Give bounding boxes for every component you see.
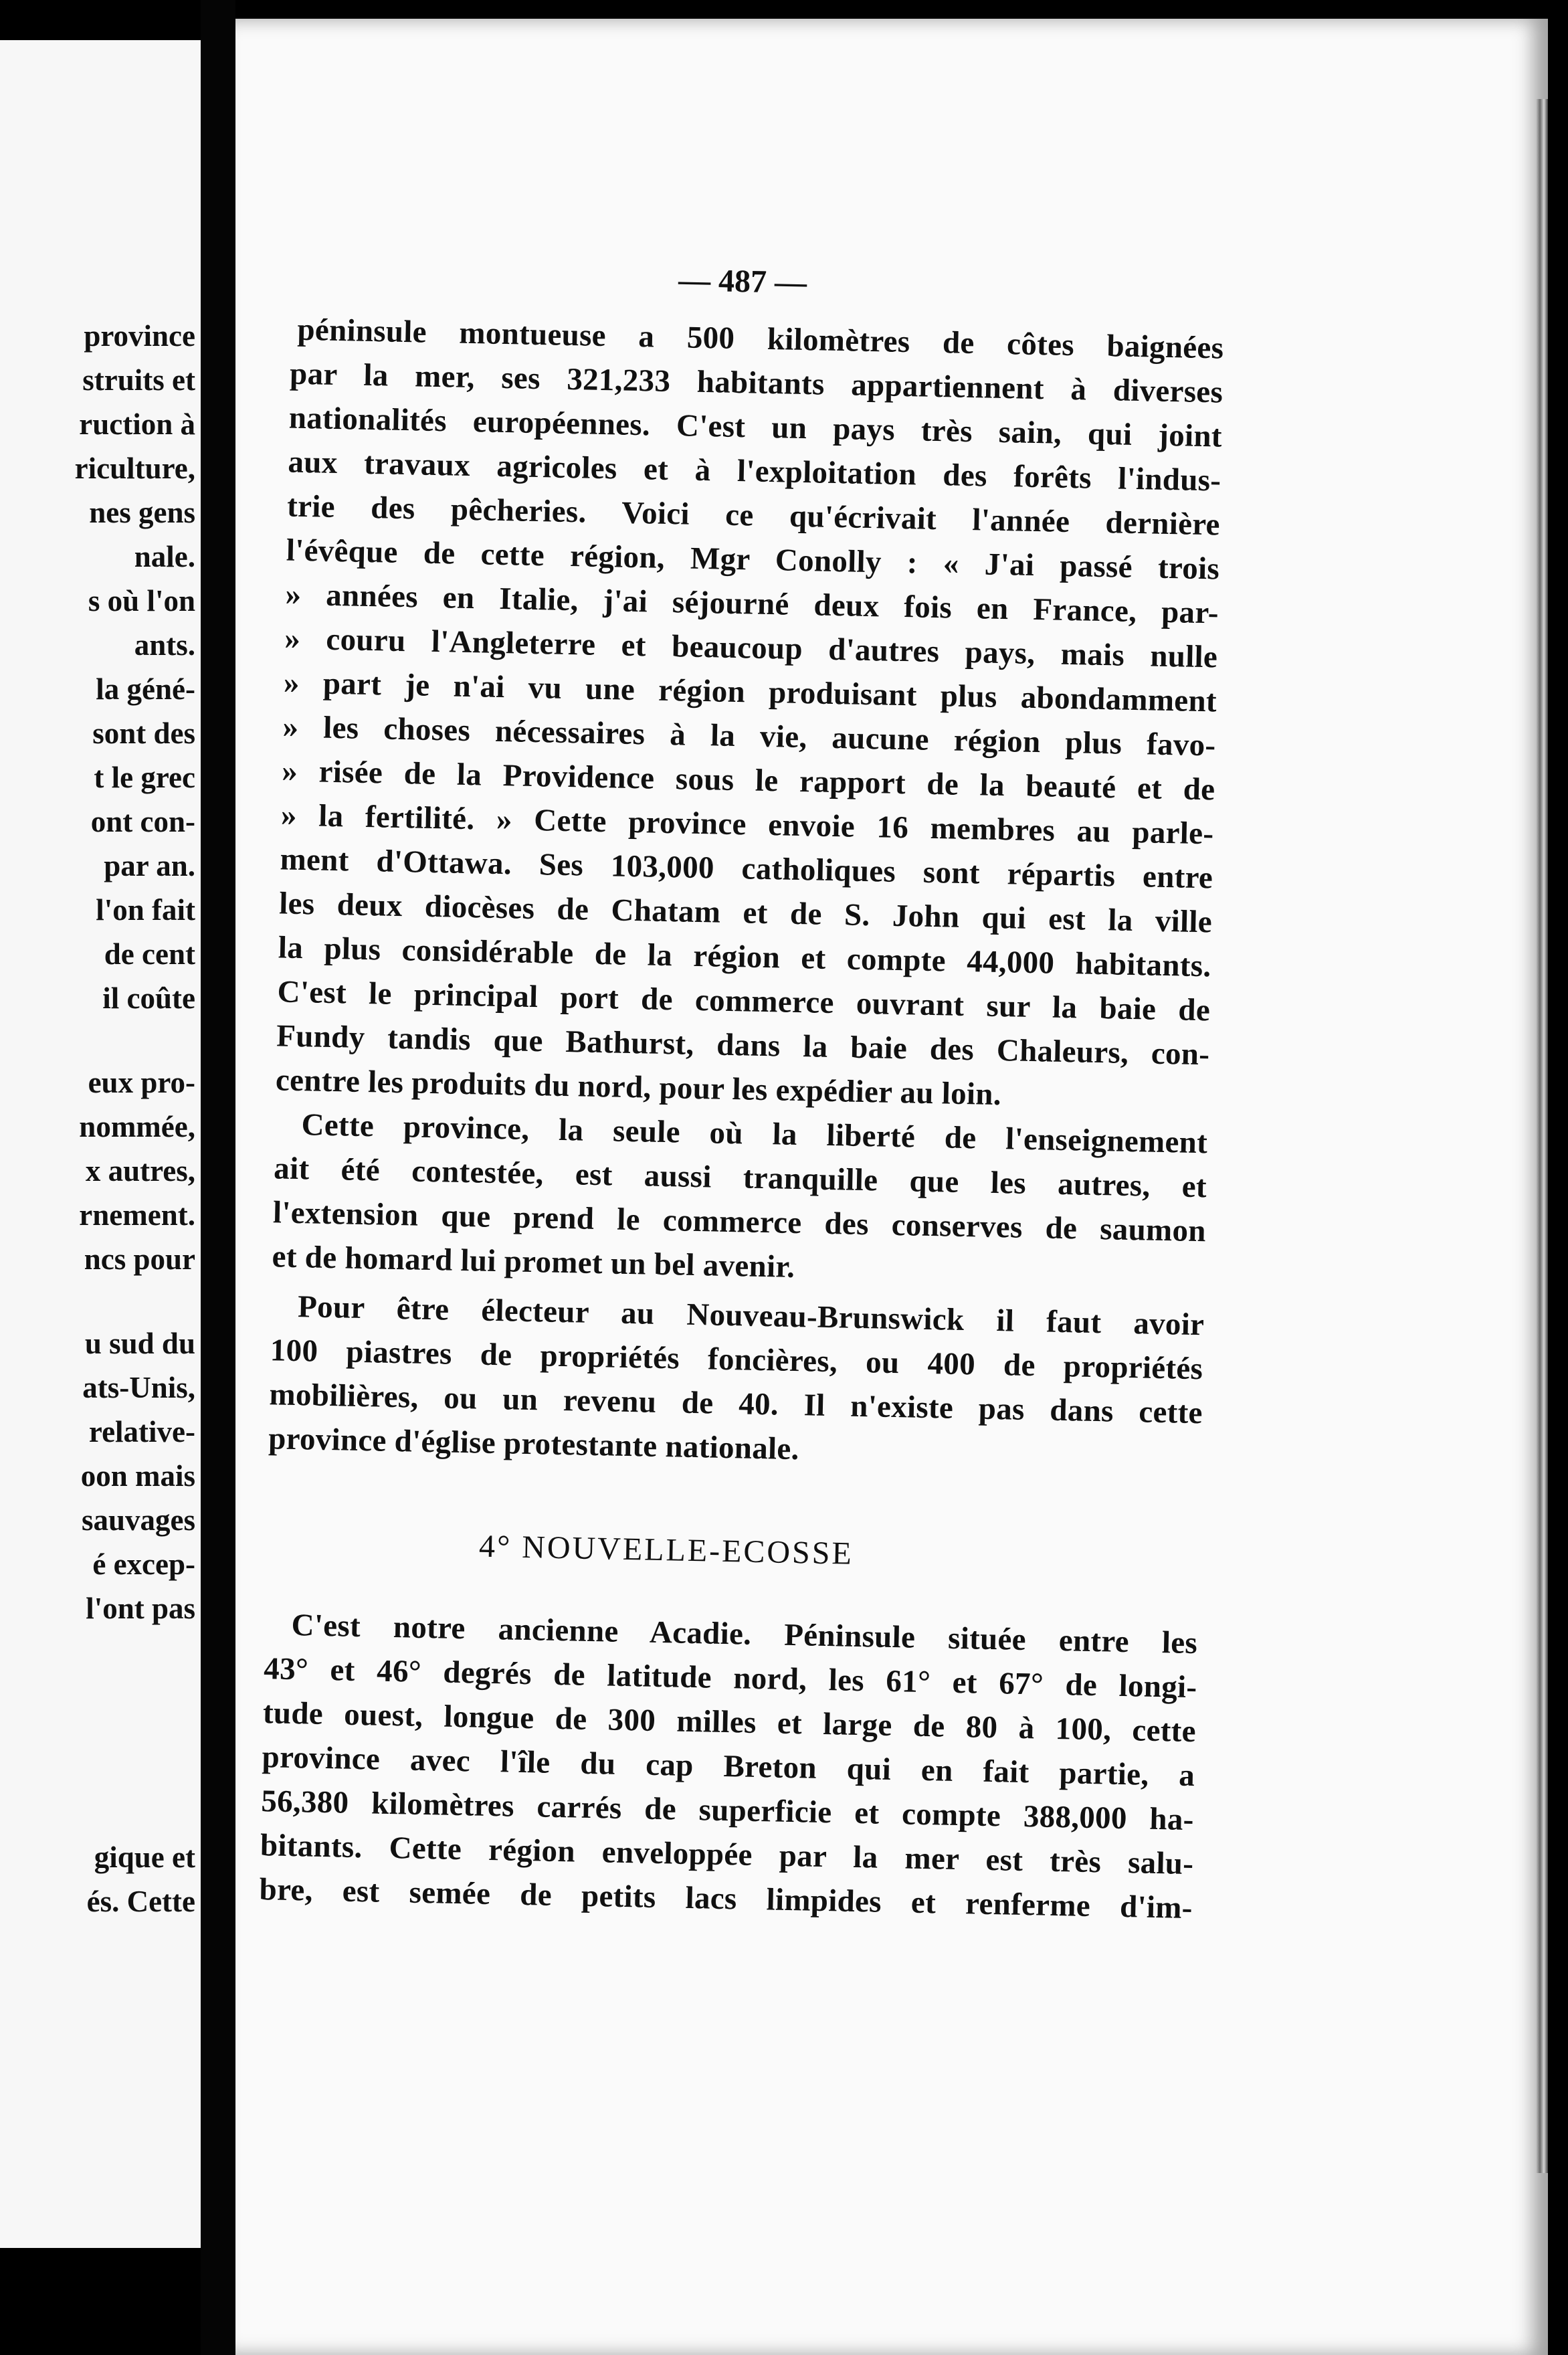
left-page-line: ants. (134, 628, 195, 662)
left-facing-page (0, 40, 201, 2248)
text-line: tude ouest, longue de 300 milles et large de 80 à 100, cette (262, 1695, 1197, 1750)
text-line: 100 piastres de propriétés foncières, ou 400 de propriétés (270, 1333, 1203, 1387)
text-line: » les choses nécessaires à la vie, aucune région plus favo- (282, 709, 1216, 763)
left-page-line: la géné- (96, 672, 195, 706)
text-line: l'évêque de cette région, Mgr Conolly : « J'ai passé trois (286, 533, 1220, 587)
text-line: ment d'Ottawa. Ses 103,000 catholiques sont répartis entre (280, 842, 1213, 896)
text-line: 56,380 kilomètres carrés de superficie et compte 388,000 ha- (260, 1784, 1195, 1838)
text-line: aux travaux agricoles et à l'exploitation des forêts l'indus- (288, 444, 1221, 498)
left-page-line: s où l'on (88, 584, 195, 618)
left-page-line: ncs pour (84, 1242, 195, 1276)
left-page-line: sauvages (81, 1503, 195, 1537)
left-page-line: province (84, 319, 195, 353)
text-line: par la mer, ses 321,233 habitants appartiennent à diverses (289, 356, 1223, 410)
book-gutter (201, 0, 235, 2355)
left-page-line: u sud du (84, 1327, 195, 1360)
text-line: péninsule montueuse a 500 kilomètres de côtes baignées (297, 312, 1224, 366)
left-page-line: par an. (104, 849, 195, 882)
text-line: province avec l'île du cap Breton qui en fait partie, a (262, 1739, 1195, 1794)
left-page-line: és. Cette (86, 1885, 195, 1918)
left-page-line: ats-Unis, (82, 1371, 195, 1404)
text-line: centre les produits du nord, pour les expédier au loin. (275, 1062, 1002, 1113)
left-page-line: ont con- (90, 805, 195, 838)
page-number: — 487 — (678, 262, 807, 301)
text-line: 43° et 46° degrés de latitude nord, les 61° et 67° de longi- (263, 1651, 1197, 1705)
left-page-line: struits et (82, 363, 195, 397)
left-page-line: é excep- (92, 1547, 195, 1581)
left-page-line: de cent (104, 937, 195, 971)
left-page-line: il coûte (102, 981, 195, 1015)
text-line: bitants. Cette région enveloppée par la mer est très salu- (260, 1828, 1194, 1882)
text-line: C'est le principal port de commerce ouvrant sur la baie de (277, 974, 1211, 1028)
text-line: les deux diocèses de Chatam et de S. John qui est la ville (278, 886, 1213, 940)
text-line: bre, est semée de petits lacs limpides et renferme d'im- (259, 1872, 1193, 1926)
left-page-line: riculture, (74, 452, 195, 485)
text-line: ait été contestée, est aussi tranquille que les autres, et (273, 1151, 1207, 1205)
text-line: » risée de la Providence sous le rapport de la beauté et de (281, 753, 1215, 808)
text-line: C'est notre ancienne Acadie. Péninsule située entre les (291, 1607, 1198, 1661)
main-page (235, 19, 1548, 2355)
text-line: nationalités européennes. C'est un pays très sain, qui joint (288, 400, 1223, 454)
left-page-line: nommée, (79, 1110, 195, 1143)
left-page-line: relative- (88, 1415, 195, 1448)
left-page-line: eux pro- (88, 1066, 195, 1099)
text-line: et de homard lui promet un bel avenir. (272, 1239, 795, 1285)
text-line: Cette province, la seule où la liberté de l'enseignement (301, 1107, 1208, 1161)
text-line: Pour être électeur au Nouveau-Brunswick il faut avoir (297, 1289, 1205, 1343)
section-heading: 4° NOUVELLE-ECOSSE (478, 1528, 854, 1572)
text-line: province d'église protestante nationale. (268, 1421, 800, 1467)
left-page-line: l'ont pas (86, 1592, 195, 1625)
left-page-line: oon mais (80, 1459, 195, 1493)
left-page-line: ruction à (79, 407, 195, 441)
left-page-line: gique et (94, 1841, 195, 1874)
left-page-line: t le grec (94, 761, 195, 794)
left-page-line: sont des (92, 717, 195, 750)
text-line: trie des pêcheries. Voici ce qu'écrivait l'année dernière (286, 488, 1221, 543)
text-line: la plus considérable de la région et compte 44,000 habitants. (278, 930, 1211, 984)
left-page-line: nes gens (89, 496, 195, 529)
left-page-line: rnement. (79, 1198, 195, 1232)
text-line: » la fertilité. » Cette province envoie 16 membres au parle- (280, 797, 1214, 852)
left-page-line: nale. (134, 540, 195, 573)
text-line: » part je n'ai vu une région produisant plus abondamment (283, 665, 1217, 719)
left-page-line: x autres, (85, 1154, 195, 1188)
text-line: l'extension que prend le commerce des conserves de saumon (272, 1195, 1207, 1249)
text-line: » années en Italie, j'ai séjourné deux fois en France, par- (285, 577, 1219, 631)
text-line: » couru l'Angleterre et beaucoup d'autres pays, mais nulle (284, 621, 1218, 675)
text-line: Fundy tandis que Bathurst, dans la baie des Chaleurs, con- (276, 1018, 1210, 1072)
left-page-line: l'on fait (96, 893, 195, 927)
page-text-block (235, 19, 1548, 2355)
text-line: mobilières, ou un revenu de 40. Il n'existe pas dans cette (269, 1377, 1203, 1431)
